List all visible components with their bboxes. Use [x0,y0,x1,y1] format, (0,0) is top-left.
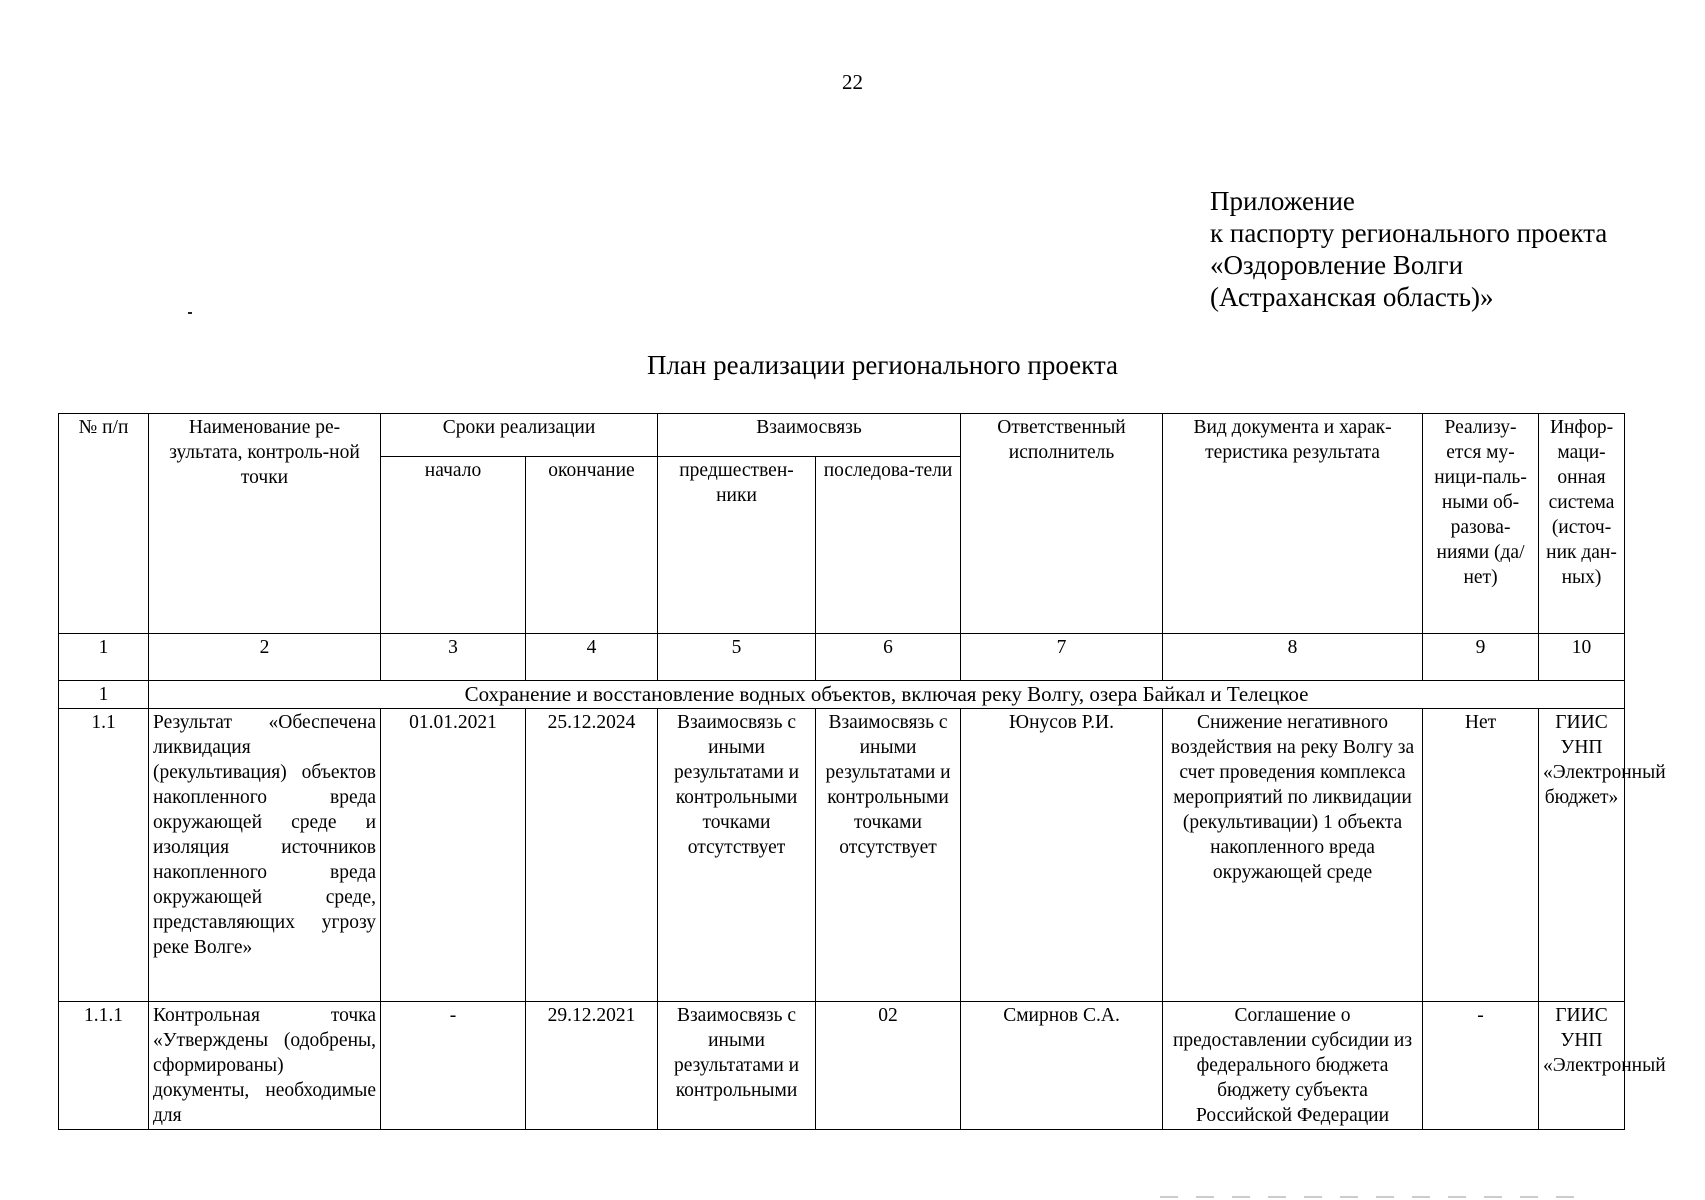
row-info-system: ГИИС УНП «Электронный бюджет» [1539,709,1625,1002]
column-number: 7 [961,634,1163,681]
appendix-line-2: к паспорту регионального проекта [1210,218,1608,248]
column-number: 8 [1163,634,1423,681]
row-name: Контрольная точка «Утверждены (одобрены, сформированы) документы, необходимые для [149,1002,381,1130]
header-successors: последова-тели [816,457,961,634]
table-row [59,1002,1625,1130]
header-predecessors: предшествен-ники [658,457,816,634]
table-row [59,709,1625,1002]
row-municipal: - [1423,1002,1539,1130]
column-number: 4 [526,634,658,681]
appendix-line-3: «Оздоровление Волги [1210,250,1464,280]
row-doc-type: Соглашение о предоставлении субсидии из федерального бюджета бюджету субъекта Российской Федерации [1163,1002,1423,1130]
header-end: окончание [526,457,658,634]
row-start: - [381,1002,526,1130]
header-municipal: Реализу-ется му-ници-паль-ными об-разова-ниями (да/нет) [1423,414,1539,634]
row-doc-type: Снижение негативного воздействия на реку Волгу за счет проведения комплекса мероприятий по ликвидации (рекультивации) 1 объекта накопленного вреда окружающей среде [1163,709,1423,1002]
row-successors: 02 [816,1002,961,1130]
header-info-system: Инфор-маци-онная система (источ-ник дан-ных) [1539,414,1625,634]
document-title: План реализации регионального проекта [646,350,1119,380]
column-number: 6 [816,634,961,681]
column-numbers-row [59,634,1625,681]
row-predecessors: Взаимосвязь с иными результатами и контрольными [658,1002,816,1130]
column-number: 10 [1539,634,1625,681]
header-start: начало [381,457,526,634]
page-number: 22 [842,70,863,94]
header-executor: Ответственный исполнитель [961,414,1163,634]
scan-mark [188,312,192,314]
appendix-line-1: Приложение [1210,186,1355,216]
header-doc-type: Вид документа и харак-теристика результата [1163,414,1423,634]
column-number: 9 [1423,634,1539,681]
header-name: Наименование ре-зультата, контроль-ной точки [149,414,381,634]
column-number: 5 [658,634,816,681]
row-predecessors: Взаимосвязь с иными результатами и контрольными точками отсутствует [658,709,816,1002]
row-start: 01.01.2021 [381,709,526,1002]
section-row [59,681,1625,709]
row-executor: Смирнов С.А. [961,1002,1163,1130]
row-municipal: Нет [1423,709,1539,1002]
scan-artifacts [1160,1196,1580,1198]
row-num: 1.1 [59,709,149,1002]
appendix-line-4: (Астраханская область)» [1210,282,1494,312]
row-info-system: ГИИС УНП «Электронный [1539,1002,1625,1130]
row-successors: Взаимосвязь с иными результатами и контрольными точками отсутствует [816,709,961,1002]
row-executor: Юнусов Р.И. [961,709,1163,1002]
header-terms: Сроки реализации [381,414,658,457]
appendix-note [1210,185,1607,313]
section-title: Сохранение и восстановление водных объектов, включая реку Волгу, озера Байкал и Телецкое [149,681,1625,709]
header-row [59,414,1625,457]
column-number: 2 [149,634,381,681]
header-num: № п/п [59,414,149,634]
section-num: 1 [59,681,149,709]
column-number: 3 [381,634,526,681]
row-end: 25.12.2024 [526,709,658,1002]
column-number: 1 [59,634,149,681]
implementation-plan-table [58,413,1666,1130]
row-num: 1.1.1 [59,1002,149,1130]
row-name: Результат «Обеспечена ликвидация (рекультивация) объектов накопленного вреда окружающей среде и изоляция источников накопленного вреда окружающей среде, представляющих угрозу реке Волге» [149,709,381,1002]
row-end: 29.12.2021 [526,1002,658,1130]
header-relation: Взаимосвязь [658,414,961,457]
